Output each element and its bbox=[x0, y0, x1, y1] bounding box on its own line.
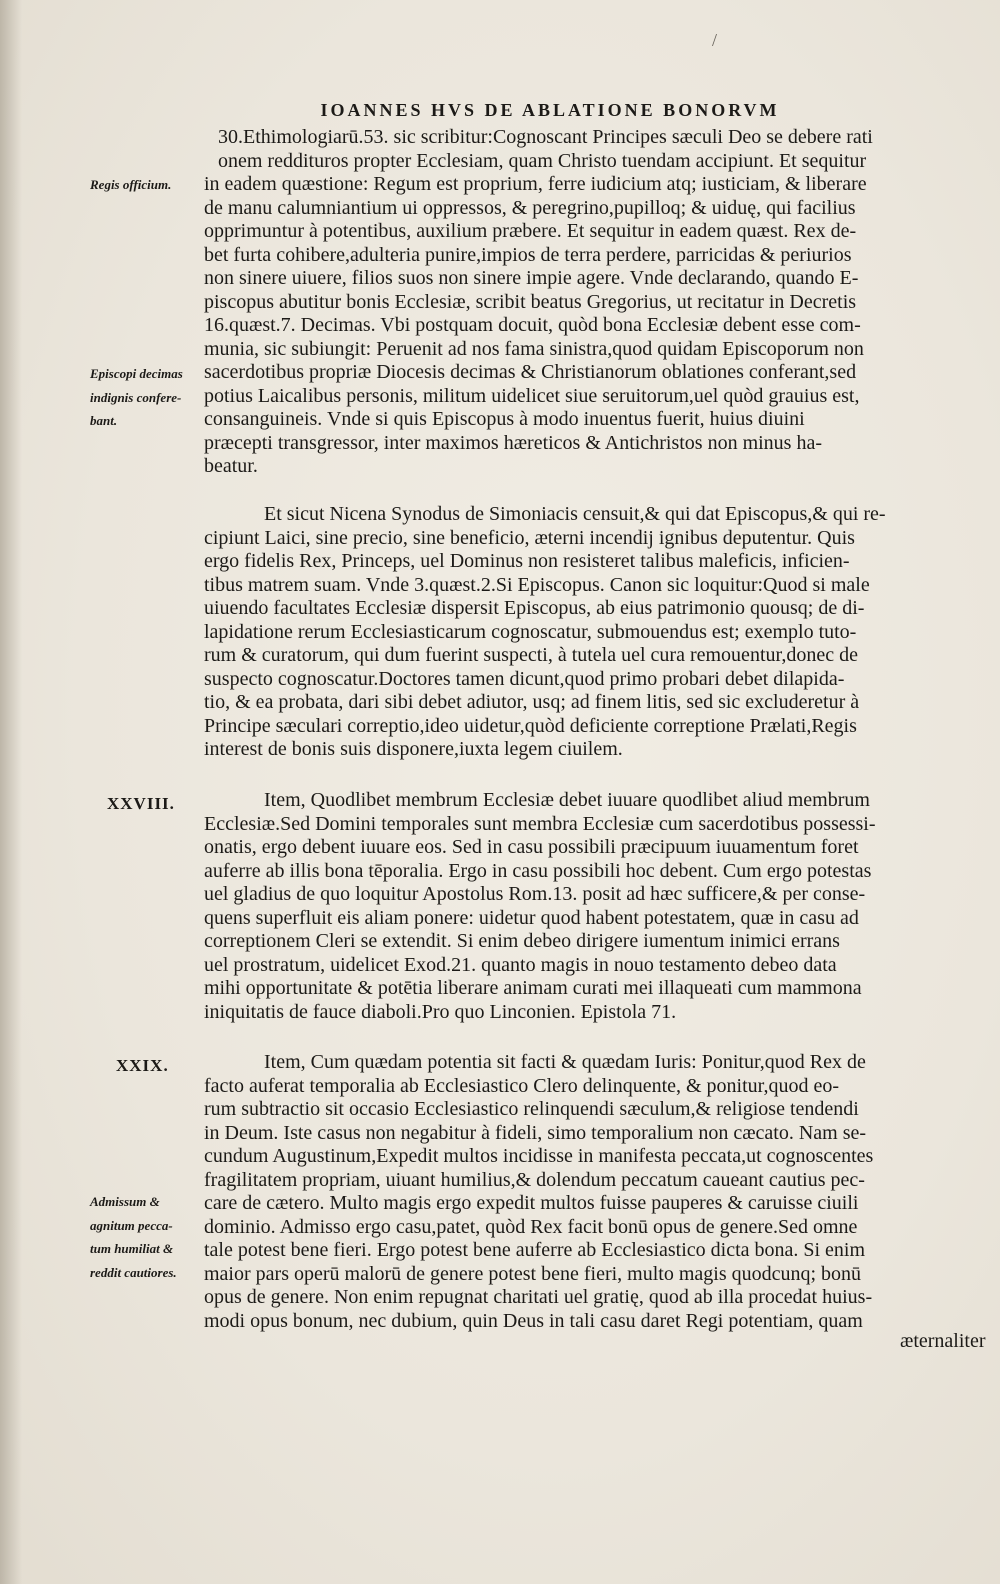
text-line: onem reddituros propter Ecclesiam, quam Christo tuendam accipiunt. Et sequitur bbox=[218, 149, 867, 172]
text-line: 30.Ethimologiarū.53. sic scribitur:Cognoscant Principes sæculi Deo se debere rati bbox=[218, 126, 873, 148]
margin-note-line: tum humiliat & bbox=[90, 1241, 174, 1256]
text-line: potius Laicalibus personis, militum uidelicet siue seruitorum,uel quòd grauius est, bbox=[204, 384, 860, 407]
text-line: tale potest bene fieri. Ergo potest bene auferre ab Ecclesiastico dicta bona. Si enim bbox=[204, 1239, 866, 1261]
text-line: Et sicut Nicena Synodus de Simoniacis censuit,& qui dat Episcopus,& qui re- bbox=[264, 503, 886, 525]
sheet-mark: / bbox=[712, 30, 718, 50]
margin-note-line: Regis officium. bbox=[90, 177, 172, 192]
text-line: rum subtractio sit occasio Ecclesiastico relinquendi sæculum,& religiose tendendi bbox=[204, 1098, 859, 1120]
text-line: cipiunt Laici, sine precio, sine beneficio, æterni incendij ignibus deputentur. Quis bbox=[204, 526, 855, 549]
margin-note-line: indignis confere- bbox=[90, 389, 182, 405]
text-line: maior pars operū malorū de genere potest bene fieri, multo magis quodcunq; bonū bbox=[204, 1262, 862, 1285]
text-line: præcepti transgressor, inter maximos hæreticos & Antichristos non minus ha- bbox=[204, 431, 822, 454]
binding-shadow bbox=[0, 0, 22, 1584]
text-line: fragilitatem propriam, uiuant humilius,& dolendum peccatum caueant cautius pec- bbox=[204, 1168, 865, 1191]
text-line: cundum Augustinum,Expedit multos incidisse in manifesta peccata,ut cognoscentes bbox=[204, 1145, 874, 1167]
text-line: consanguineis. Vnde si quis Episcopus à modo inuentus fuerit, huius diuini bbox=[204, 408, 805, 430]
text-line: munia, sic subiungit: Peruenit ad nos fama sinistra,quod quidam Episcoporum non bbox=[204, 337, 864, 360]
margin-note-episcopi bbox=[90, 362, 208, 433]
text-line: Ecclesiæ.Sed Domini temporales sunt membra Ecclesiæ cum sacerdotibus possessi- bbox=[204, 812, 876, 835]
margin-note-line: agnitum pecca- bbox=[90, 1217, 173, 1233]
text-line: lapidatione rerum Ecclesiasticarum cognoscatur, submouendus est; exemplo tuto- bbox=[204, 620, 857, 643]
text-line: quens superfluit eis aliam ponere: uidetur quod habent potestatem, quæ in casu ad bbox=[204, 906, 859, 929]
text-line: opprimuntur à potentibus, auxilium præbere. Et sequitur in eadem quæst. Rex de- bbox=[204, 220, 857, 242]
text-line: de manu calumniantium ui oppressos, & peregrino,pupilloq; & uiduę, qui facilius bbox=[204, 196, 856, 219]
paragraph-4 bbox=[204, 1051, 964, 1333]
catchword: æternaliter bbox=[900, 1330, 986, 1352]
margin-note-admissum bbox=[90, 1190, 208, 1284]
text-line: non sinere uiuere, filios suos non sinere impie agere. Vnde declarando, quando E- bbox=[204, 267, 859, 289]
text-line: piscopus abutitur bonis Ecclesiæ, scribit beatus Gregorius, ut recitatur in Decretis bbox=[204, 290, 857, 313]
text-line: uel gladius de quo loquitur Apostolus Rom.13. posit ad hæc sufficere,& per conse- bbox=[204, 883, 866, 905]
margin-note-line: Episcopi decimas bbox=[90, 366, 183, 381]
running-header: IOANNES HVS DE ABLATIONE BONORVM bbox=[320, 100, 780, 120]
text-line: dominio. Admisso ergo casu,patet, quòd Rex facit bonū opus de genere.Sed omne bbox=[204, 1215, 858, 1238]
text-line: care de cætero. Multo magis ergo expedit multos fuisse pauperes & caruisse ciuili bbox=[204, 1192, 859, 1214]
text-line: facto auferat temporalia ab Ecclesiastico Clero delinquente, & ponitur,quod eo- bbox=[204, 1074, 840, 1097]
paragraph-2 bbox=[204, 503, 964, 762]
section-number: XXIX. bbox=[116, 1056, 169, 1075]
text-line: beatur. bbox=[204, 455, 258, 477]
text-line: mihi opportunitate & potētia liberare animam curati mei illaqueati cum mammona bbox=[204, 977, 862, 999]
margin-note-line: Admissum & bbox=[90, 1194, 160, 1209]
text-line: suspecto cognoscatur.Doctores tamen dicunt,quod primo probari debet dilapida- bbox=[204, 667, 845, 690]
margin-note-regis bbox=[90, 173, 208, 197]
text-line: in Deum. Iste casus non negabitur à fideli, simo temporalium non cæcato. Nam se- bbox=[204, 1121, 867, 1144]
paragraph-3 bbox=[204, 789, 964, 1024]
text-line: Principe sæculari correptio,ideo uidetur,quòd deficiente correptione Prælati,Regis bbox=[204, 714, 857, 737]
margin-note-line: reddit cautiores. bbox=[90, 1264, 177, 1280]
paragraph-1 bbox=[204, 126, 964, 479]
text-line: opus de genere. Non enim repugnat charitati uel gratię, quod ab illa procedat huius- bbox=[204, 1286, 873, 1308]
text-line: ergo fidelis Rex, Princeps, uel Dominus non resisteret talibus maleficis, inficien- bbox=[204, 550, 850, 572]
text-line: in eadem quæstione: Regum est proprium, ferre iudicium atq; iusticiam, & liberare bbox=[204, 173, 867, 195]
text-line: 16.quæst.7. Decimas. Vbi postquam docuit, quòd bona Ecclesiæ debent esse com- bbox=[204, 314, 861, 336]
text-line: Item, Quodlibet membrum Ecclesiæ debet iuuare quodlibet aliud membrum bbox=[264, 789, 870, 811]
text-line: interest de bonis suis disponere,iuxta legem ciuilem. bbox=[204, 738, 623, 760]
section-number: XXVIII. bbox=[107, 794, 175, 813]
text-line: tio, & ea probata, dari sibi debet adiutor, usq; ad finem litis, sed sic excluderetur à bbox=[204, 691, 860, 713]
text-line: auferre ab illis bona tēporalia. Ergo in casu possibili hoc debent. Cum ergo potestas bbox=[204, 859, 872, 882]
text-line: sacerdotibus propriæ Diocesis decimas & Christianorum oblationes conferant,sed bbox=[204, 361, 857, 383]
text-line: Item, Cum quædam potentia sit facti & quædam Iuris: Ponitur,quod Rex de bbox=[264, 1051, 866, 1073]
margin-note-line: bant. bbox=[90, 413, 118, 428]
text-line: correptionem Cleri se extendit. Si enim debeo dirigere iumentum inimici errans bbox=[204, 930, 840, 952]
text-line: bet furta cohibere,adulteria punire,impios de terra perdere, parricidas & periurios bbox=[204, 243, 852, 266]
text-line: uiuendo facultates Ecclesiæ dispersit Episcopus, ab eius patrimonio quousq; de di- bbox=[204, 597, 865, 619]
text-line: tibus matrem suam. Vnde 3.quæst.2.Si Episcopus. Canon sic loquitur:Quod si male bbox=[204, 573, 870, 596]
text-line: uel prostratum, uidelicet Exod.21. quanto magis in nouo testamento debeo data bbox=[204, 953, 837, 976]
text-line: iniquitatis de fauce diaboli.Pro quo Linconien. Epistola 71. bbox=[204, 1000, 677, 1023]
text-line: modi opus bonum, nec dubium, quin Deus in tali casu daret Regi potentiam, quam bbox=[204, 1309, 863, 1332]
text-line: rum & curatorum, qui dum fuerint suspecti, à tutela uel cura remouentur,donec de bbox=[204, 644, 858, 666]
text-line: onatis, ergo debent iuuare eos. Sed in casu possibili præcipuum iuuamentum foret bbox=[204, 836, 859, 858]
